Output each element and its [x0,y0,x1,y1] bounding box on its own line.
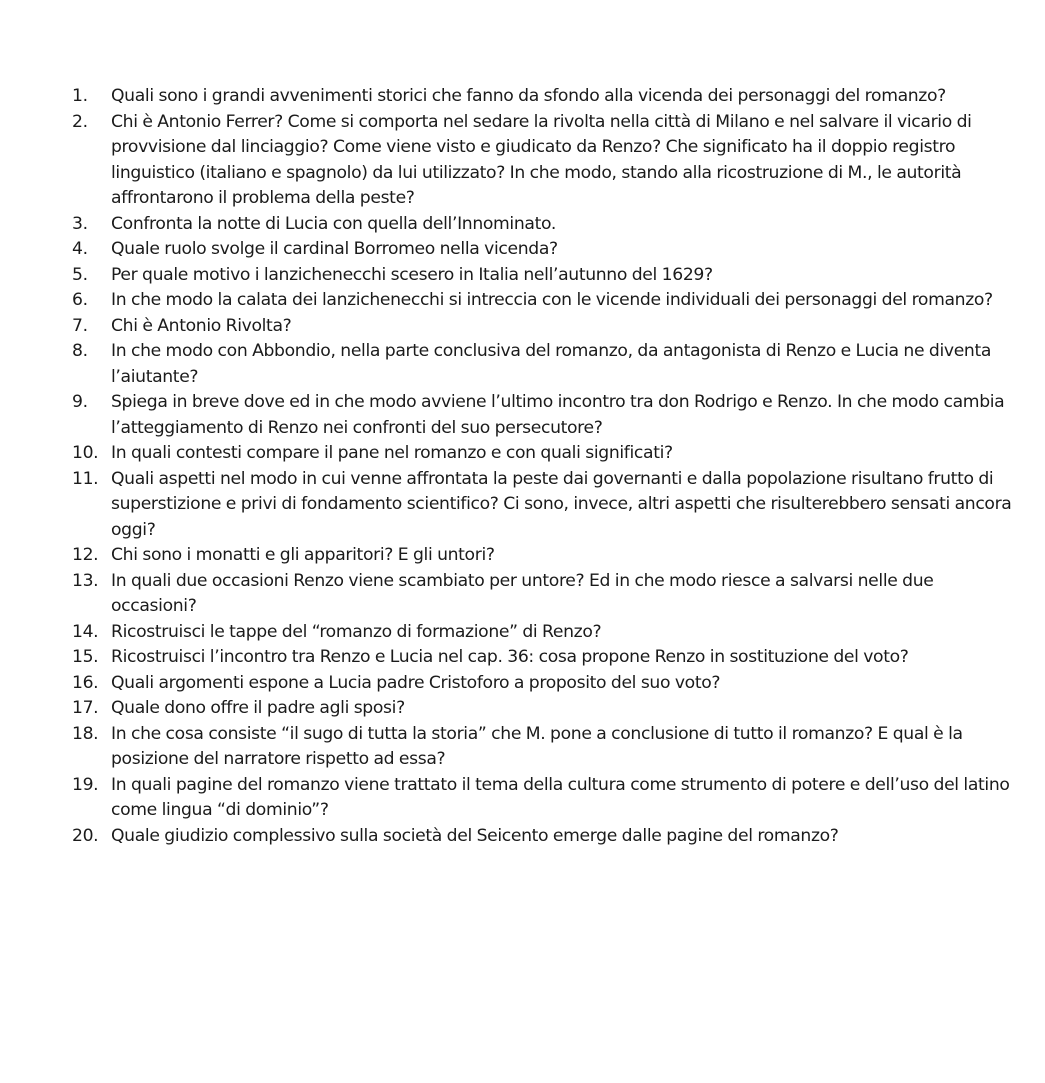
question-number: 11. [72,468,99,489]
question-text: Spiega in breve dove ed in che modo avviene l’ultimo incontro tra don Rodrigo e Renzo. In che modo cambia l’atteggiamento di Renzo nei confronti del suo persecutore? [111,392,1005,438]
question-number: 5. [72,264,88,285]
question-item [72,339,1022,390]
question-number: 7. [72,315,88,336]
question-text: Ricostruisci le tappe del “romanzo di formazione” di Renzo? [111,621,602,642]
question-number: 17. [72,698,99,718]
question-text: Confronta la notte di Lucia con quella dell’Innominato. [111,213,556,234]
question-number: 14. [72,621,99,642]
question-text: Chi è Antonio Ferrer? Come si comporta nel sedare la rivolta nella città di Milano e nel salvare il vicario di provvisione dal linciaggio? Come viene visto e giudicato da Renzo? Che significato ha il doppio registro linguistico (italiano e spagnolo) da lui utilizzato? In che modo, stando alla ricostruzione di M., le autorità affrontarono il problema della peste? [111,111,972,208]
question-number: 16. [72,672,99,693]
question-item [72,237,1022,263]
question-item [72,288,1022,314]
question-text: Ricostruisci l’incontro tra Renzo e Lucia nel cap. 36: cosa propone Renzo in sostituzione del voto? [111,647,909,667]
question-number: 13. [72,570,99,591]
question-number: 15. [72,647,99,667]
question-number: 9. [72,392,88,412]
question-item [72,467,1022,544]
question-text: In che modo la calata dei lanzichenecchi si intreccia con le vicende individuali dei personaggi del romanzo? [111,290,993,310]
question-number: 4. [72,239,88,259]
question-item [72,441,1022,467]
question-text: Quali sono i grandi avvenimenti storici che fanno da sfondo alla vicenda dei personaggi del romanzo? [111,86,946,106]
question-number: 10. [72,443,99,463]
question-text: In che cosa consiste “il sugo di tutta la storia” che M. pone a conclusione di tutto il romanzo? E qual è la posizione del narratore rispetto ad essa? [111,723,963,769]
question-item [72,773,1022,824]
question-item [72,84,1022,110]
question-item [72,314,1022,340]
question-item [72,212,1022,238]
question-number: 3. [72,213,88,234]
question-item [72,263,1022,289]
question-number: 8. [72,341,88,361]
question-text: Quali argomenti espone a Lucia padre Cristoforo a proposito del suo voto? [111,672,721,693]
question-text: Quale ruolo svolge il cardinal Borromeo nella vicenda? [111,239,558,259]
question-number: 20. [72,825,99,846]
question-item [72,110,1022,212]
question-number: 18. [72,723,99,744]
question-item [72,696,1022,722]
question-text: In quali pagine del romanzo viene trattato il tema della cultura come strumento di potere e dell’uso del latino come lingua “di dominio”? [111,774,1010,820]
question-number: 19. [72,774,99,795]
question-item [72,569,1022,620]
question-number: 1. [72,86,88,106]
question-item [72,390,1022,441]
question-text: Per quale motivo i lanzichenecchi scesero in Italia nell’autunno del 1629? [111,264,713,285]
question-text: In che modo con Abbondio, nella parte conclusiva del romanzo, da antagonista di Renzo e Lucia ne diventa l’aiutante? [111,341,992,387]
question-item [72,543,1022,569]
question-text: Quale giudizio complessivo sulla società del Seicento emerge dalle pagine del romanzo? [111,825,839,846]
question-number: 6. [72,290,88,310]
question-text: Quale dono offre il padre agli sposi? [111,698,405,718]
question-text: In quali contesti compare il pane nel romanzo e con quali significati? [111,443,673,463]
question-number: 2. [72,111,88,132]
question-text: Chi è Antonio Rivolta? [111,315,292,336]
question-item [72,722,1022,773]
question-item [72,645,1022,671]
question-text: Chi sono i monatti e gli apparitori? E gli untori? [111,545,495,565]
question-list [72,84,1022,849]
question-text: In quali due occasioni Renzo viene scambiato per untore? Ed in che modo riesce a salvarsi nelle due occasioni? [111,570,934,616]
question-item [72,671,1022,697]
question-number: 12. [72,545,99,565]
question-item [72,620,1022,646]
question-item [72,824,1022,850]
question-text: Quali aspetti nel modo in cui venne affrontata la peste dai governanti e dalla popolazione risultano frutto di superstizione e privi di fondamento scientifico? Ci sono, invece, altri aspetti che risulterebbero sensati ancora oggi? [111,468,1012,540]
